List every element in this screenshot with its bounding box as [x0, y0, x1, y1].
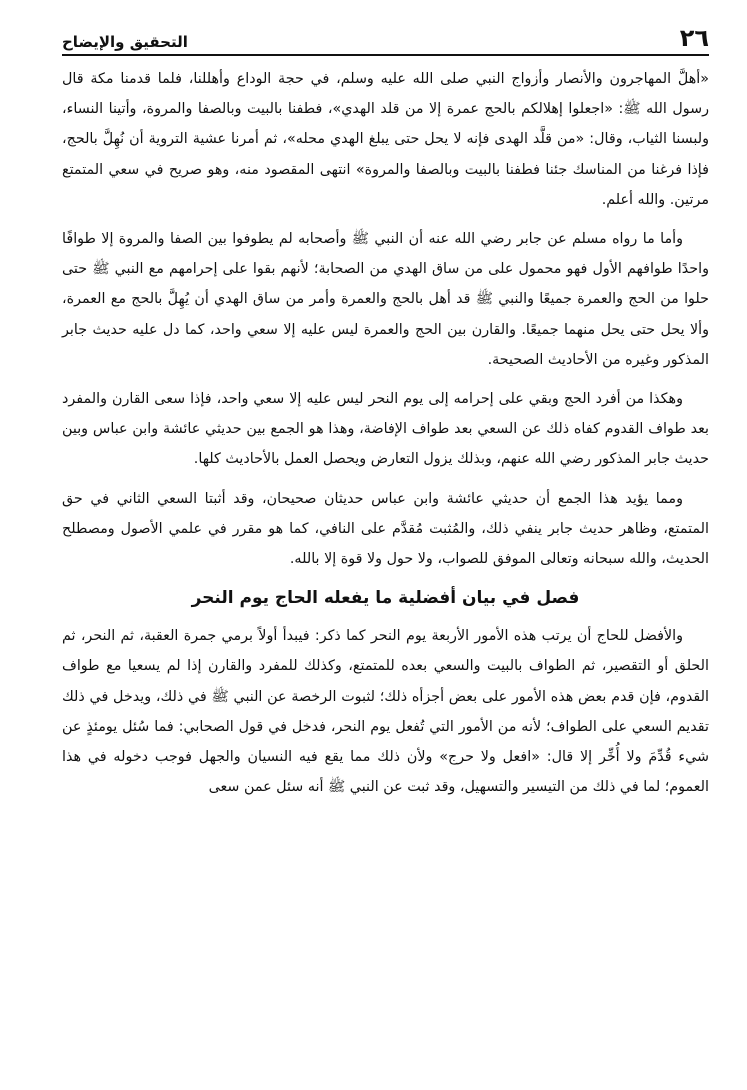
section-heading: فصل في بيان أفضلية ما يفعله الحاج يوم النحر — [191, 588, 580, 609]
page-header — [62, 22, 709, 56]
running-title: التحقيق والإيضاح — [62, 33, 188, 51]
paragraph: والأفضل للحاج أن يرتب هذه الأمور الأربعة يوم النحر كما ذكر: فيبدأ أولاً برمي جمرة العقبة، ثم النحر، ثم الحلق أو التقصير، ثم الطواف بالبيت والسعي بعده للمتمتع، وكذلك للمفرد والقارن إذا لم يسعيا مع طواف القدوم، فإن قدم بعض هذه الأمور على بعض أجزأه ذلك؛ لثبوت الرخصة عن النبي ﷺ في ذلك، ويدخل في ذلك تقديم السعي على الطواف؛ لأنه من الأمور التي تُفعل يوم النحر، فدخل في قول الصحابي: فما سُئل يومئذٍ عن شيء قُدِّمَ ولا أُخِّر إلا قال: «افعل ولا حرج» ولأن ذلك مما يقع فيه النسيان والجهل فوجب دخوله في هذا العموم؛ لما في ذلك من التيسير والتسهيل، وقد ثبت عن النبي ﷺ أنه سئل عمن سعى — [62, 628, 709, 796]
paragraph: «أهلَّ المهاجرون والأنصار وأزواج النبي صلى الله عليه وسلم، في حجة الوداع وأهللنا، فلما قدمنا مكة قال رسول الله ﷺ: «اجعلوا إهلالكم بالحج عمرة إلا من قلد الهدي»، فطفنا بالبيت وبالصفا والمروة، وأتينا النساء، ولبسنا الثياب، وقال: «من قلَّد الهدى فإنه لا يحل حتى يبلغ الهدي محله»، ثم أمرنا عشية التروية أن نُهِلَّ بالحج، فإذا فرغنا من المناسك جئنا فطفنا بالبيت وبالصفا والمروة» انتهى المقصود منه، وهو صريح في سعي المتمتع مرتين. والله أعلم. — [62, 71, 709, 208]
paragraph: ومما يؤيد هذا الجمع أن حديثي عائشة وابن عباس حديثان صحيحان، وقد أثبتا السعي الثاني في حق المتمتع، وظاهر حديث جابر ينفي ذلك، والمُثبت مُقدَّم على النافي، كما هو مقرر في علمي الأصول ومصطلح الحديث، والله سبحانه وتعالى الموفق للصواب، ولا حول ولا قوة إلا بالله. — [62, 490, 709, 568]
paragraph: وأما ما رواه مسلم عن جابر رضي الله عنه أن النبي ﷺ وأصحابه لم يطوفوا بين الصفا والمروة إلا طوافًا واحدًا طوافهم الأول فهو محمول على من ساق الهدي من الصحابة؛ لأنهم بقوا على إحرامهم مع النبي ﷺ حتى حلوا من الحج والعمرة جميعًا والنبي ﷺ قد أهل بالحج والعمرة وأمر من ساق الهدي أن يُهِلَّ بالحج مع العمرة، وألا يحل حتى يحل منهما جميعًا. والقارن بين الحج والعمرة ليس عليه إلا سعي واحد، كما دل عليه حديث جابر المذكور وغيره من الأحاديث الصحيحة. — [62, 231, 709, 368]
paragraph: وهكذا من أفرد الحج وبقي على إحرامه إلى يوم النحر ليس عليه إلا سعي واحد، فإذا سعى القارن والمفرد بعد طواف القدوم كفاه ذلك عن السعي بعد طواف الإفاضة، وهذا هو الجمع بين حديثي عائشة وابن عباس وبين حديث جابر المذكور رضي الله عنهم، وبذلك يزول التعارض ويحصل العمل بالأحاديث كلها. — [62, 391, 709, 468]
page-body — [62, 64, 709, 811]
page-number: ٢٦ — [679, 24, 709, 52]
